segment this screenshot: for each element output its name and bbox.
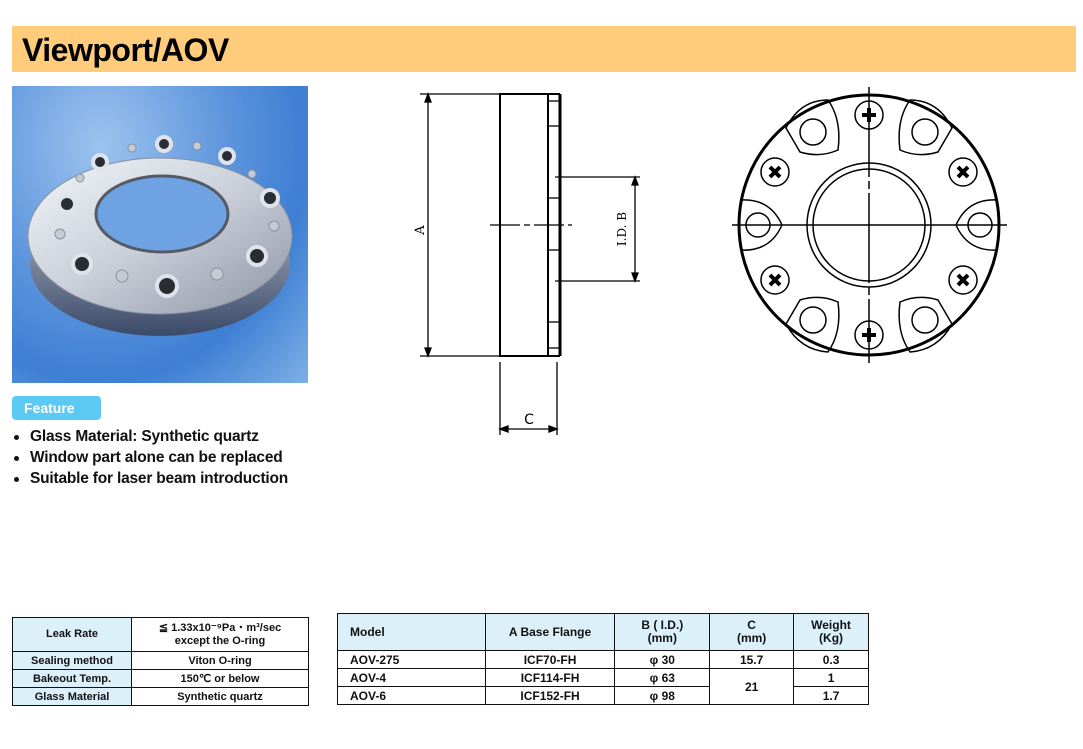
- header-weight: Weight (Kg): [794, 614, 869, 651]
- cell-model: AOV-4: [338, 669, 486, 687]
- cell-c: 21: [710, 669, 794, 705]
- feature-badge: Feature: [12, 396, 101, 420]
- cell-flange: ICF70-FH: [485, 651, 615, 669]
- spec-value: Viton O-ring: [132, 652, 309, 670]
- bullet-icon: [14, 477, 19, 482]
- model-table: [337, 613, 869, 705]
- header-b: B ( I.D.) (mm): [615, 614, 710, 651]
- dimension-label-a: A: [413, 225, 428, 235]
- spec-row-sealing: [13, 652, 309, 670]
- cell-b: φ 98: [615, 687, 710, 705]
- cell-b: φ 63: [615, 669, 710, 687]
- flange-photo-image: [12, 86, 308, 383]
- cell-weight: 1: [794, 669, 869, 687]
- dimension-label-b: I.D. B: [615, 211, 629, 247]
- spec-value: ≦ 1.33x10⁻⁹Pa・m³/sec except the O-ring: [132, 618, 309, 652]
- feature-list: [12, 426, 288, 489]
- spec-row-leak-rate: [13, 618, 309, 652]
- spec-value: Synthetic quartz: [132, 688, 309, 706]
- dimension-label-c: C: [524, 412, 534, 428]
- cell-b: φ 30: [615, 651, 710, 669]
- feature-item: Window part alone can be replaced: [12, 447, 288, 468]
- spec-label: Leak Rate: [13, 618, 132, 652]
- cell-flange: ICF114-FH: [485, 669, 615, 687]
- title-bar: [12, 26, 1076, 72]
- page-title: Viewport/AOV: [22, 32, 229, 68]
- cell-model: AOV-6: [338, 687, 486, 705]
- spec-row-glass: [13, 688, 309, 706]
- table-row: [338, 669, 869, 687]
- spec-label: Bakeout Temp.: [13, 670, 132, 688]
- header-flange: A Base Flange: [485, 614, 615, 651]
- product-photo: [12, 86, 308, 383]
- cell-flange: ICF152-FH: [485, 687, 615, 705]
- side-view-drawing: [400, 80, 660, 440]
- bullet-icon: [14, 435, 19, 440]
- cell-c: 15.7: [710, 651, 794, 669]
- cell-weight: 0.3: [794, 651, 869, 669]
- cell-model: AOV-275: [338, 651, 486, 669]
- model-table-header: [338, 614, 869, 651]
- header-model: Model: [338, 614, 486, 651]
- feature-item: Suitable for laser beam introduction: [12, 468, 288, 489]
- header-c: C (mm): [710, 614, 794, 651]
- table-row: [338, 651, 869, 669]
- spec-table: [12, 617, 309, 706]
- feature-item: Glass Material: Synthetic quartz: [12, 426, 288, 447]
- front-view-drawing: [720, 80, 1020, 370]
- spec-row-bakeout: [13, 670, 309, 688]
- bullet-icon: [14, 456, 19, 461]
- spec-label: Glass Material: [13, 688, 132, 706]
- spec-value: 150℃ or below: [132, 670, 309, 688]
- cell-weight: 1.7: [794, 687, 869, 705]
- spec-label: Sealing method: [13, 652, 132, 670]
